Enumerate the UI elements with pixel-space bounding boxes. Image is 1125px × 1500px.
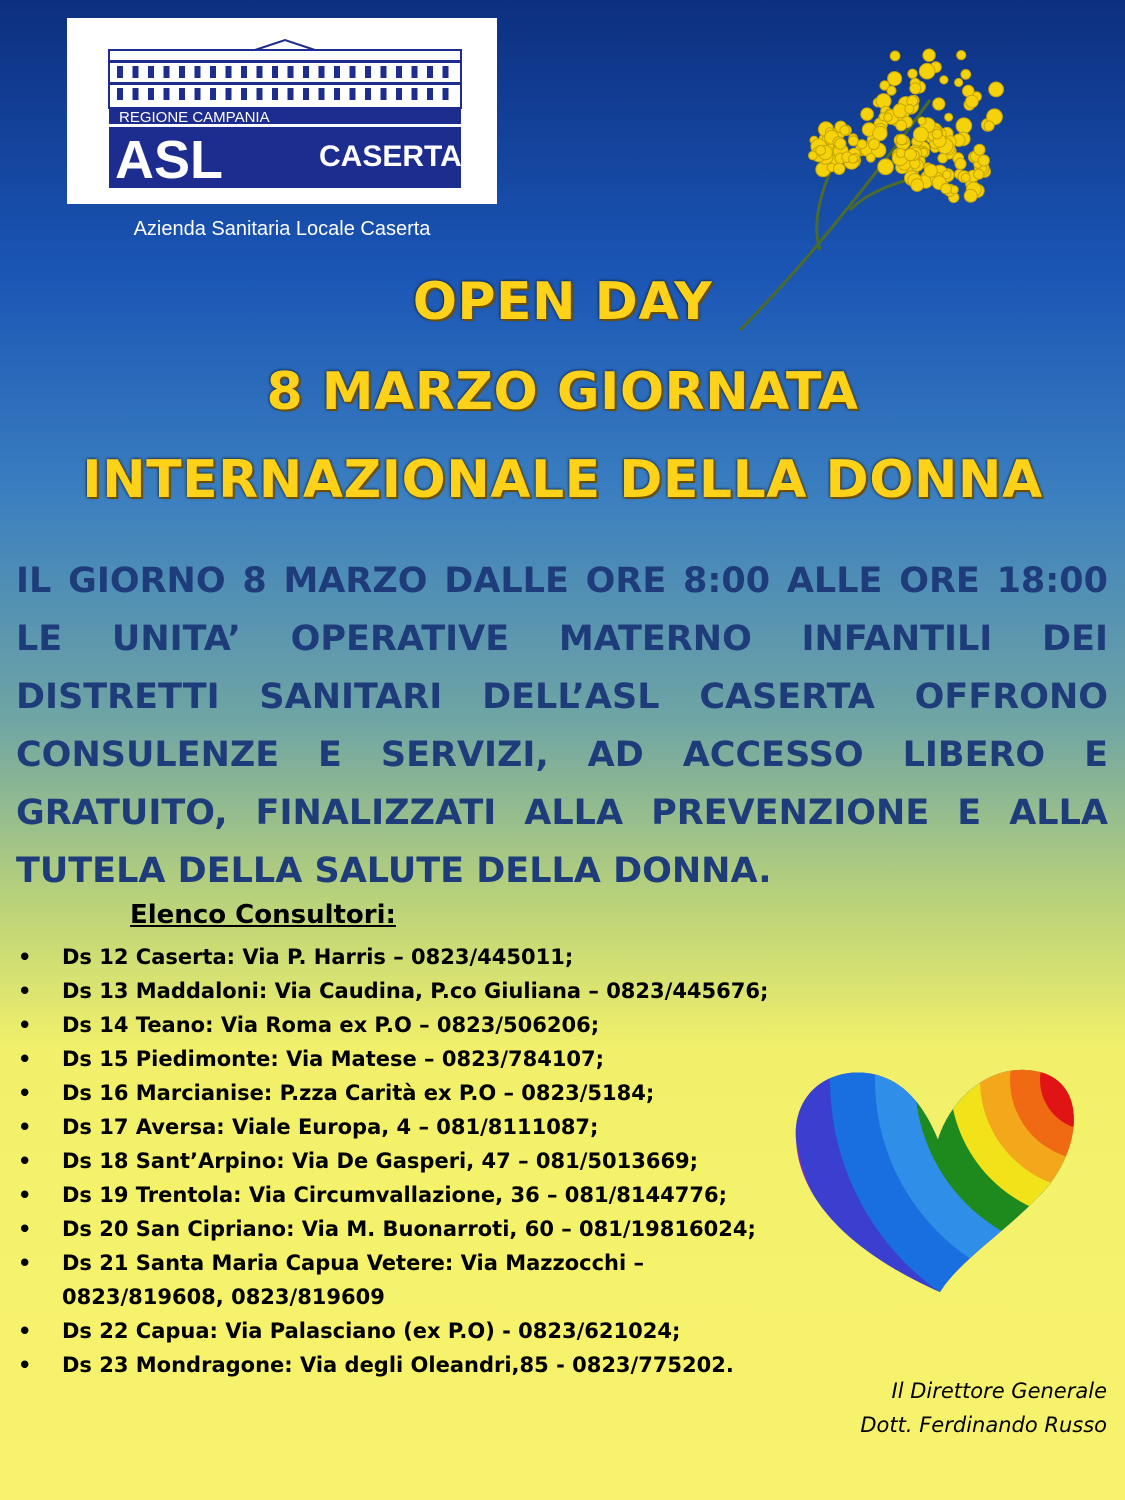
palace-window <box>334 66 340 78</box>
list-item <box>18 1314 778 1348</box>
asl-logo <box>67 18 497 204</box>
asl-logo-graphic <box>105 38 465 188</box>
mimosa-ball <box>816 145 826 155</box>
consultori-list <box>18 940 778 1382</box>
mimosa-ball <box>896 148 905 157</box>
palace-window <box>257 66 263 78</box>
mimosa-ball <box>961 70 971 80</box>
mimosa-ball <box>957 51 966 60</box>
palace-window <box>381 66 387 78</box>
list-item <box>18 1246 778 1314</box>
palace-window <box>288 66 294 78</box>
mimosa-ball <box>923 49 935 61</box>
logo-asl-text: ASL <box>115 130 223 188</box>
bullet-icon: • <box>18 1183 32 1207</box>
bullet-icon: • <box>18 1047 32 1071</box>
mimosa-ball <box>905 105 914 114</box>
bullet-icon: • <box>18 945 32 969</box>
bullet-icon: • <box>18 1217 32 1241</box>
rainbow-heart-icon <box>790 1060 1080 1300</box>
list-item <box>18 1178 778 1212</box>
list-item-text: Ds 23 Mondragone: Via degli Oleandri,85 - 0823/775202. <box>62 1353 734 1377</box>
palace-window <box>365 88 371 100</box>
mimosa-ball <box>913 127 928 142</box>
palace-window <box>427 88 433 100</box>
palace-window <box>396 88 402 100</box>
mimosa-ball <box>974 169 984 179</box>
palace-window <box>443 88 449 100</box>
title-date: 8 MARZO GIORNATA <box>266 362 859 422</box>
palace-window <box>427 66 433 78</box>
bullet-icon: • <box>18 1081 32 1105</box>
list-item-text: Ds 14 Teano: Via Roma ex P.O – 0823/506206; <box>62 1013 600 1037</box>
mimosa-ball <box>924 164 937 177</box>
mimosa-ball <box>911 179 924 192</box>
signature-block <box>860 1374 1107 1442</box>
title-open-day: OPEN DAY <box>412 272 713 332</box>
list-item-text: Ds 19 Trentola: Via Circumvallazione, 36 – 081/8144776; <box>62 1183 727 1207</box>
palace-window <box>365 66 371 78</box>
mimosa-ball <box>887 86 896 95</box>
mimosa-ball <box>955 78 963 86</box>
mimosa-ball <box>834 163 845 174</box>
mimosa-ball <box>919 63 935 79</box>
mimosa-ball <box>918 117 926 125</box>
palace-window <box>179 88 185 100</box>
mimosa-ball <box>941 183 952 194</box>
list-item <box>18 1110 778 1144</box>
palace-window <box>133 88 139 100</box>
palace-window <box>164 88 170 100</box>
palace-window <box>164 66 170 78</box>
bullet-icon: • <box>18 1251 32 1275</box>
palace-window <box>319 88 325 100</box>
list-item <box>18 1042 778 1076</box>
mimosa-ball <box>890 51 900 61</box>
mimosa-ball <box>932 129 942 139</box>
list-item-text: Ds 18 Sant’Arpino: Via De Gasperi, 47 – 081/5013669; <box>62 1149 699 1173</box>
mimosa-ball <box>955 158 966 169</box>
palace-window <box>412 66 418 78</box>
mimosa-ball <box>974 144 985 155</box>
list-item-text: Ds 22 Capua: Via Palasciano (ex P.O) - 0823/621024; <box>62 1319 681 1343</box>
palace-window <box>210 88 216 100</box>
mimosa-ball <box>938 153 948 163</box>
palace-window <box>334 88 340 100</box>
mimosa-ball <box>868 139 879 150</box>
bullet-icon: • <box>18 1115 32 1139</box>
palace-window <box>117 66 123 78</box>
consultori-heading: Elenco Consultori: <box>130 900 396 930</box>
palace-window <box>303 88 309 100</box>
mimosa-ball <box>848 136 858 146</box>
mimosa-ball <box>840 126 850 136</box>
bullet-icon: • <box>18 1013 32 1037</box>
palace-window <box>241 66 247 78</box>
palace-window <box>381 88 387 100</box>
list-item <box>18 974 778 1008</box>
logo-region-text: REGIONE CAMPANIA <box>119 109 270 126</box>
palace-window <box>195 88 201 100</box>
palace-window <box>133 66 139 78</box>
intro-paragraph: IL GIORNO 8 MARZO DALLE ORE 8:00 ALLE ORE 18:00 LE UNITA’ OPERATIVE MATERNO INFANTILI DEI DISTRETTI SANITARI DELL’ASL CASERTA OFFRONO CONSULENZE E SERVIZI, AD ACCESSO LIBERO E GRATUITO, FINALIZZATI ALLA PREVENZIONE E ALLA TUTELA DELLA SALUTE DELLA DONNA. <box>16 561 1108 891</box>
list-item <box>18 1008 778 1042</box>
mimosa-ball <box>888 72 902 86</box>
palace-window <box>412 88 418 100</box>
mimosa-ball <box>961 173 970 182</box>
list-item-text: Ds 15 Piedimonte: Via Matese – 0823/784107; <box>62 1047 605 1071</box>
mimosa-ball <box>933 98 945 110</box>
mimosa-ball <box>835 138 846 149</box>
palace-window <box>226 66 232 78</box>
list-item <box>18 940 778 974</box>
title-event: INTERNAZIONALE DELLA DONNA <box>82 450 1043 510</box>
palace-window <box>210 66 216 78</box>
palace-window <box>226 88 232 100</box>
mimosa-ball <box>866 153 875 162</box>
mimosa-ball <box>984 121 994 131</box>
list-item <box>18 1144 778 1178</box>
palace-window <box>396 66 402 78</box>
list-item-text: Ds 12 Caserta: Via P. Harris – 0823/445011; <box>62 945 574 969</box>
mimosa-ball <box>908 69 917 78</box>
mimosa-ball <box>861 108 874 121</box>
bullet-icon: • <box>18 979 32 1003</box>
list-item-text: Ds 20 San Cipriano: Via M. Buonarroti, 60 – 081/19816024; <box>62 1217 756 1241</box>
palace-window <box>148 88 154 100</box>
palace-window <box>148 66 154 78</box>
logo-city-text: CASERTA <box>319 140 462 173</box>
mimosa-ball <box>945 113 953 121</box>
mimosa-ball <box>964 189 977 202</box>
mimosa-ball <box>956 118 972 134</box>
bullet-icon: • <box>18 1319 32 1343</box>
mimosa-ball <box>989 82 1004 97</box>
palace-window <box>303 66 309 78</box>
palace-window <box>443 66 449 78</box>
mimosa-ball <box>966 95 979 108</box>
mimosa-ball <box>896 134 907 145</box>
list-item <box>18 1212 778 1246</box>
list-item-text: Ds 16 Marcianise: P.zza Carità ex P.O – 0823/5184; <box>62 1081 655 1105</box>
mimosa-ball <box>940 76 948 84</box>
palace-window <box>195 66 201 78</box>
mimosa-ball <box>849 155 858 164</box>
mimosa-ball <box>884 113 892 121</box>
palace-window <box>272 66 278 78</box>
palace-window <box>350 66 356 78</box>
mimosa-ball <box>978 155 989 166</box>
palace-window <box>350 88 356 100</box>
signature-name: Dott. Ferdinando Russo <box>860 1413 1107 1437</box>
list-item-text: Ds 13 Maddaloni: Via Caudina, P.co Giuliana – 0823/445676; <box>62 979 769 1003</box>
logo-caption: Azienda Sanitaria Locale Caserta <box>133 218 431 240</box>
mimosa-ball <box>857 140 866 149</box>
palace-window <box>319 66 325 78</box>
palace-window <box>288 88 294 100</box>
palace-window <box>257 88 263 100</box>
mimosa-ball <box>910 83 921 94</box>
list-item <box>18 1076 778 1110</box>
signature-role: Il Direttore Generale <box>891 1379 1107 1403</box>
bullet-icon: • <box>18 1149 32 1173</box>
palace-window <box>117 88 123 100</box>
list-item-text: Ds 21 Santa Maria Capua Vetere: Via Mazzocchi – 0823/819608, 0823/819609 <box>62 1251 644 1309</box>
palace-window <box>272 88 278 100</box>
palace-window <box>241 88 247 100</box>
mimosa-ball <box>904 149 916 161</box>
palace-window <box>179 66 185 78</box>
list-item-text: Ds 17 Aversa: Viale Europa, 4 – 081/8111087; <box>62 1115 599 1139</box>
mimosa-ball <box>878 159 894 175</box>
bullet-icon: • <box>18 1353 32 1377</box>
list-item <box>18 1348 778 1382</box>
